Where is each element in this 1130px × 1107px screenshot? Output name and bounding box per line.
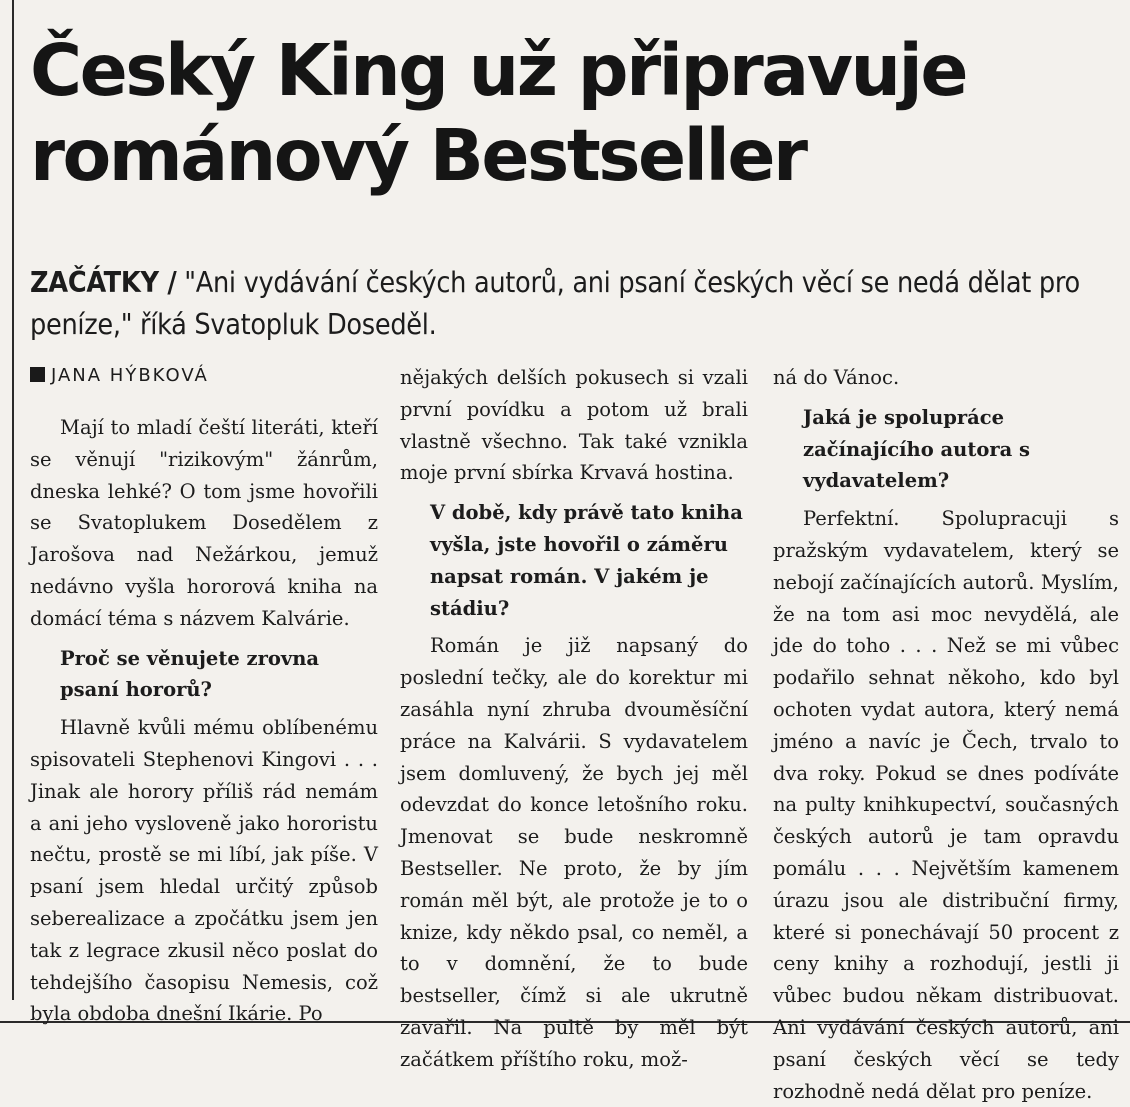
article-column-2: [400, 362, 748, 1076]
deck-text: "Ani vydávání českých autorů, ani psaní českých věcí se nedá dělat pro peníze," říká Svatopluk Doseděl.: [30, 266, 1080, 341]
article-column-1: [30, 362, 378, 1030]
answer-2-continued: ná do Vánoc.: [773, 366, 900, 389]
answer-2: Román je již napsaný do poslední tečky, ale do korektur mi zasáhla nyní zhruba dvouměsíční práce na Kalvárii. S vydavatelem jsem domluvený, že bych jej měl odevzdat do konce letošního roku. Jmenovat se bude neskromně Bestseller. Ne proto, že by jím román měl být, ale protože je to o knize, kdy někdo psal, co neměl, a to v domnění, že to bude bestseller, čímž si ale ukrutně zavařil. Na pultě by měl být začátkem příštího roku, mož-: [400, 634, 748, 1071]
headline: [30, 28, 1120, 198]
byline-author: JANA HÝBKOVÁ: [51, 365, 209, 386]
deck-kicker: ZAČÁTKY /: [30, 266, 177, 299]
question-3: Jaká je spolupráce začínajícího autora s vydavatelem?: [803, 405, 1031, 493]
answer-1: Hlavně kvůli mému oblíbenému spisovateli Stephenovi Kingovi . . . Jinak ale horory příliš rád nemám a ani jeho vysloveně jako hororistu nečtu, prostě se mi líbí, jak píše. V psaní jsem hledal určitý způsob seberealizace a zpočátku jsem jen tak z legrace zkusil něco poslat do tehdejšího časopisu Nemesis, což byla obdoba dnešní Ikárie. Po: [30, 716, 378, 1026]
headline-line-1: Český King už připravuje: [30, 29, 967, 112]
article-column-3: [773, 362, 1119, 1107]
intro-paragraph: Mají to mladí čeští literáti, kteří se věnují "rizikovým" žánrům, dneska lehké? O tom jsme hovořili se Svatoplukem Dosedělem z Jarošova nad Nežárkou, jemuž nedávno vyšla hororová kniha na domácí téma s názvem Kalvárie.: [30, 416, 378, 630]
byline: [30, 362, 378, 390]
answer-1-continued: nějakých delších pokusech si vzali první povídku a potom už brali vlastně všechno. Tak také vznikla moje první sbírka Krvavá hostina.: [400, 366, 748, 485]
deck: [30, 262, 1120, 346]
headline-line-2: románový Bestseller: [30, 114, 806, 197]
question-2: V době, kdy právě tato kniha vyšla, jste hovořil o záměru napsat román. V jakém je stádiu?: [430, 501, 743, 620]
answer-3: Perfektní. Spolupracuji s pražským vydavatelem, který se nebojí začínajících autorů. Myslím, že na tom asi moc nevydělá, ale jde do toho . . . Než se mi vůbec podařilo sehnat někoho, kdo byl ochoten vydat autora, který nemá jméno a navíc je Čech, trvalo to dva roky. Pokud se dnes podíváte na pulty knihkupectví, současných českých autorů je tam opravdu pomálu . . . Největším kamenem úrazu jsou ale distribuční firmy, které si ponechávají 50 procent z ceny knihy a rozhodují, jestli ji vůbec budou někam distribuovat. Ani vydávání českých autorů, ani psaní českých věcí se tedy rozhodně nedá dělat pro peníze.: [773, 507, 1119, 1103]
question-1: Proč se věnujete zrovna psaní hororů?: [60, 646, 320, 702]
byline-square-icon: [30, 367, 45, 382]
column-rule-left: [12, 0, 14, 1000]
